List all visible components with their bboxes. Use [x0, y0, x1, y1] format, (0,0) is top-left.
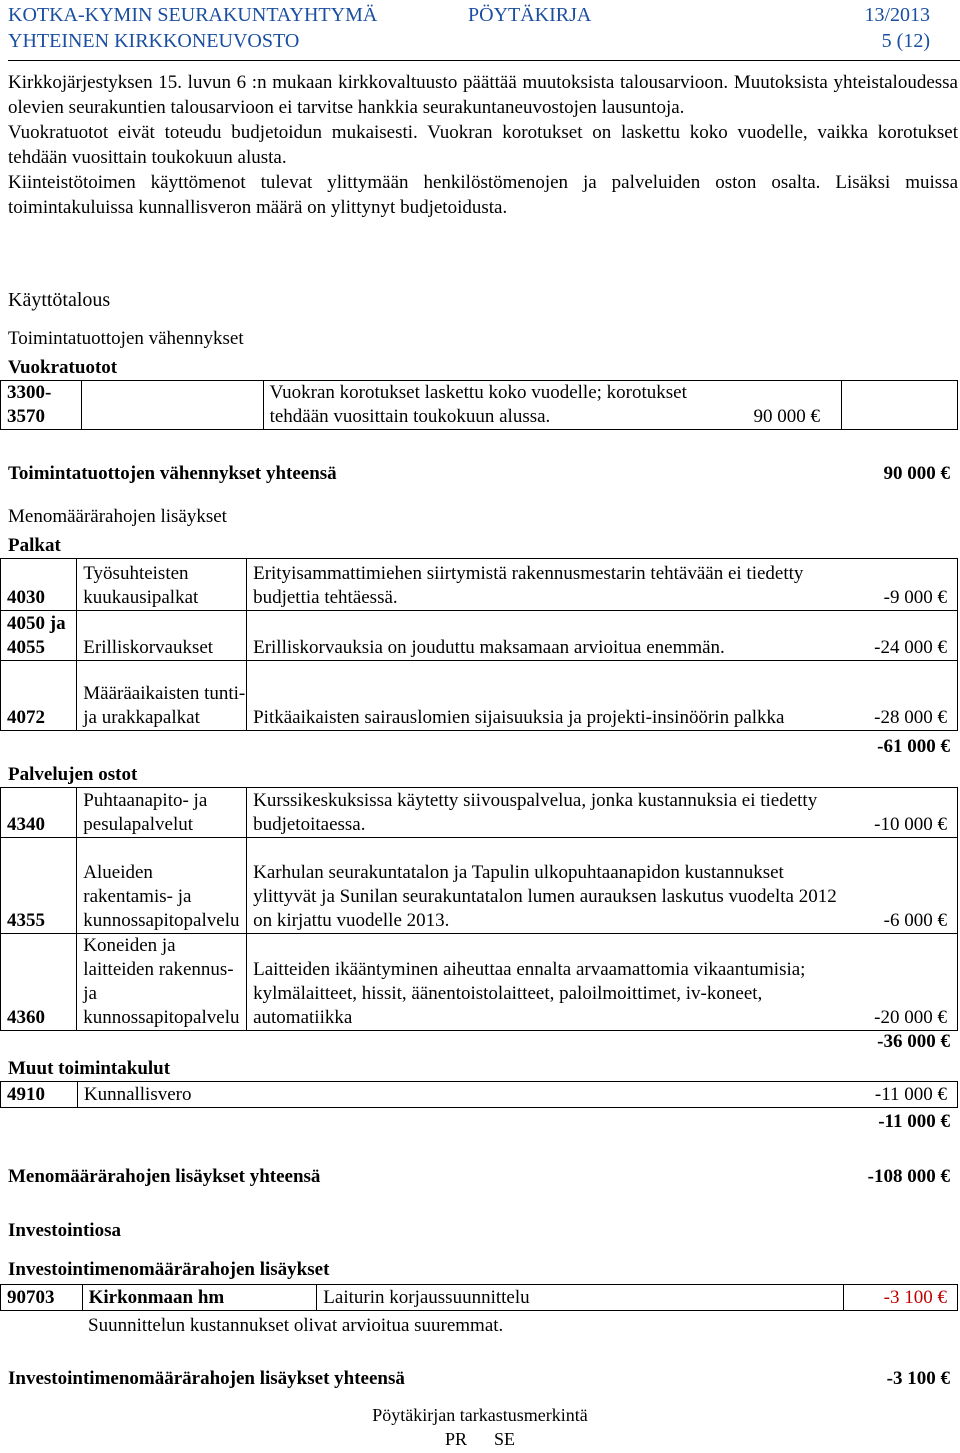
intro-paragraph: Vuokratuotot eivät toteudu budjetoidun mukaisesti. Vuokran korotukset on laskettu koko vuodelle, vaikka korotukset tehdään vuosittain toukokuun alusta.	[8, 122, 958, 168]
row-name: Kirkonmaan hm	[82, 1285, 317, 1311]
org-name: KOTKA-KYMIN SEURAKUNTAYHTYMÄ	[8, 4, 378, 26]
table-row	[1, 661, 958, 731]
row-name: Määräaikaisten tunti- ja urakkapalkat	[77, 661, 247, 731]
row-name: Alueiden rakentamis- ja kunnossapitopalvelu	[77, 838, 247, 934]
row-desc: Vuokran korotukset laskettu koko vuodelle; korotukset tehdään vuosittain toukokuun alussa.	[263, 381, 747, 430]
table-row	[1, 559, 958, 611]
section-title-kayttotalous: Käyttötalous	[8, 289, 111, 311]
body-name: YHTEINEN KIRKKONEUVOSTO	[8, 30, 300, 52]
expense-total-label: Menomäärärahojen lisäykset yhteensä	[8, 1166, 321, 1187]
subsection-income-reductions: Toimintatuottojen vähennykset	[8, 328, 244, 349]
document-header	[8, 2, 930, 54]
row-desc: Laiturin korjaussuunnittelu	[317, 1285, 844, 1311]
row-code: 4030	[1, 559, 77, 611]
row-amount: -24 000 €	[843, 611, 957, 661]
row-desc: Kurssikeskuksissa käytetty siivouspalvelua, jonka kustannuksia ei tiedetty budjetoitaessa.	[247, 788, 843, 838]
table-row	[1, 381, 958, 430]
row-name: Koneiden ja laitteiden rakennus- ja kunnossapitopalvelu	[77, 934, 247, 1031]
row-empty	[841, 381, 957, 430]
group-title-palvelut: Palvelujen ostot	[8, 764, 138, 785]
group-title-rent: Vuokratuotot	[8, 357, 118, 378]
row-desc: Erilliskorvauksia on jouduttu maksamaan arvioitua enemmän.	[247, 611, 843, 661]
investment-total-value: -3 100 €	[886, 1368, 950, 1389]
table-row	[1, 1285, 958, 1311]
table-row	[1, 934, 958, 1031]
intro-text	[8, 70, 958, 220]
row-code: 4360	[1, 934, 77, 1031]
row-amount: -28 000 €	[843, 661, 957, 731]
row-code: 4340	[1, 788, 77, 838]
footer-initials: PR SE	[444, 1429, 516, 1449]
intro-paragraph: Kirkkojärjestyksen 15. luvun 6 :n mukaan kirkkovaltuusto päättää muutoksista talousarvioon. Muutoksista yhteistaloudessa olevien seurakuntien talousarvioon ei tarvitse hankkia seurakuntaneuvostojen lausuntoja.	[8, 72, 958, 118]
row-amount: -3 100 €	[844, 1285, 958, 1311]
row-name: Erilliskorvaukset	[77, 611, 247, 661]
group-title-muut: Muut toimintakulut	[8, 1058, 171, 1079]
row-amount: -20 000 €	[843, 934, 957, 1031]
row-amount: -9 000 €	[843, 559, 957, 611]
footer-label: Pöytäkirjan tarkastusmerkintä	[372, 1405, 588, 1425]
subsection-expense-increases: Menomäärärahojen lisäykset	[8, 506, 227, 527]
rent-table	[0, 380, 958, 430]
investment-table	[0, 1284, 958, 1311]
row-code: 3300- 3570	[1, 381, 82, 430]
doc-number: 13/2013	[864, 4, 930, 26]
row-amount: -11 000 €	[842, 1082, 957, 1108]
investment-note: Suunnittelun kustannukset olivat arvioitua suuremmat.	[88, 1315, 504, 1336]
row-amount: -10 000 €	[843, 788, 957, 838]
row-desc: Pitkäaikaisten sairauslomien sijaisuuksia ja projekti-insinöörin palkka	[247, 661, 843, 731]
table-row	[1, 838, 958, 934]
investointi-subtitle: Investointimenomäärärahojen lisäykset	[8, 1259, 330, 1280]
row-name: Työsuhteisten kuukausipalkat	[77, 559, 247, 611]
palkat-table	[0, 558, 958, 731]
table-row	[1, 1082, 958, 1108]
income-total-label: Toimintatuottojen vähennykset yhteensä	[8, 463, 337, 484]
row-desc: Karhulan seurakuntatalon ja Tapulin ulkopuhtaanapidon kustannukset ylittyvät ja Sunilan seurakuntatalon lumen aurauksen laskutus vuodelta 2012 on kirjattu vuodelle 2013.	[247, 838, 843, 934]
expense-total-value: -108 000 €	[867, 1166, 950, 1187]
row-amount: 90 000 €	[748, 381, 842, 430]
intro-paragraph: Kiinteistötoimen käyttömenot tulevat ylittymään henkilöstömenojen ja palveluiden oston osalta. Lisäksi muissa toimintakuluissa kunnallisveron määrä on ylittynyt budjetoidusta.	[8, 172, 958, 218]
group-title-palkat: Palkat	[8, 535, 61, 556]
palvelut-table	[0, 787, 958, 1031]
muut-table	[0, 1081, 958, 1108]
income-total-value: 90 000 €	[883, 463, 950, 484]
row-code: 90703	[1, 1285, 83, 1311]
row-code: 4910	[1, 1082, 78, 1108]
palkat-total: -61 000 €	[877, 736, 950, 757]
muut-total: -11 000 €	[878, 1111, 950, 1132]
header-divider	[8, 60, 960, 61]
section-title-investointi: Investointiosa	[8, 1220, 121, 1241]
row-code: 4355	[1, 838, 77, 934]
row-code: 4072	[1, 661, 77, 731]
table-row	[1, 611, 958, 661]
row-code: 4050 ja 4055	[1, 611, 77, 661]
palvelut-total: -36 000 €	[877, 1031, 950, 1052]
row-name: Kunnallisvero	[77, 1082, 842, 1108]
doc-type: PÖYTÄKIRJA	[468, 4, 592, 26]
investment-total-label: Investointimenomäärärahojen lisäykset yhteensä	[8, 1368, 405, 1389]
row-desc: Laitteiden ikääntyminen aiheuttaa ennalta arvaamattomia vikaantumisia; kylmälaitteet, hissit, äänentoistolaitteet, paloilmoittimet, iv-koneet, automatiikka	[247, 934, 843, 1031]
row-name	[82, 381, 263, 430]
table-row	[1, 788, 958, 838]
row-amount: -6 000 €	[843, 838, 957, 934]
row-desc: Erityisammattimiehen siirtymistä rakennusmestarin tehtävään ei tiedetty budjettia tehtäessä.	[247, 559, 843, 611]
row-name: Puhtaanapito- ja pesulapalvelut	[77, 788, 247, 838]
page-number: 5 (12)	[881, 30, 930, 52]
